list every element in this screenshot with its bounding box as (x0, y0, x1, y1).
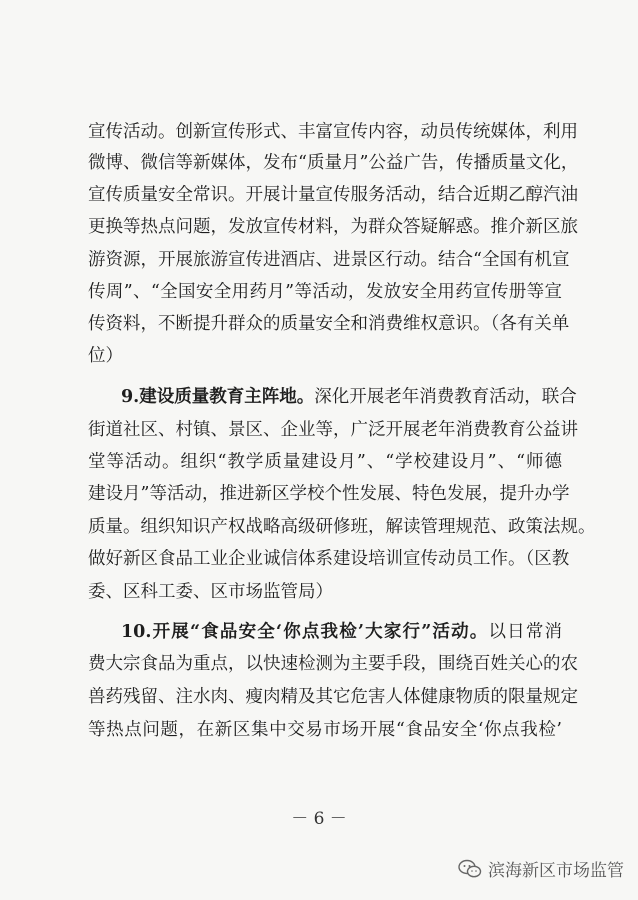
text-line: 建设月”等活动，推进新区学校个性发展、特色发展，提升办学 (88, 484, 570, 504)
text-line: 街道社区、村镇、景区、企业等，广泛开展老年消费教育公益讲 (88, 420, 578, 440)
text-line: 等热点问题，在新区集中交易市场开展“食品安全‘你点我检’ (88, 720, 562, 740)
text-line: 做好新区食品工业企业诚信体系建设培训宣传动员工作。（区教 (88, 549, 570, 569)
section-heading-line (121, 620, 562, 644)
text-line: 委、区科工委、区市场监管局） (88, 582, 333, 602)
text-line: 传资料，不断提升群众的质量安全和消费维权意识。（各有关单 (88, 314, 570, 334)
text-line: 位） (88, 346, 123, 366)
section-heading-line (121, 385, 577, 409)
text-line: 质量。组织知识产权战略高级研修班，解读管理规范、政策法规。 (88, 517, 596, 537)
section-heading: 10.开展“食品安全‘你点我检’大家行”活动。 (121, 622, 489, 642)
text-line: 堂等活动。组织“教学质量建设月”、“学校建设月”、“师德 (88, 452, 562, 472)
text-line: 传周”、“全国安全用药月”等活动，发放安全用药宣传册等宣 (88, 282, 562, 302)
text-line: 微博、微信等新媒体，发布“质量月”公益广告，传播质量文化， (88, 153, 579, 173)
page-number: － 6 － (291, 809, 347, 829)
section-heading: 9.建设质量教育主阵地。 (121, 387, 315, 407)
text-line: 更换等热点问题，发放宣传材料，为群众答疑解惑。推介新区旅 (88, 217, 578, 237)
text-line: 宣传活动。创新宣传形式、丰富宣传内容，动员传统媒体，利用 (88, 122, 578, 142)
text-line: 兽药残留、注水肉、瘦肉精及其它危害人体健康物质的限量规定 (88, 687, 578, 707)
text-line: 游资源，开展旅游宣传进酒店、进景区行动。结合“全国有机宣 (88, 250, 570, 270)
text-line: 宣传质量安全常识。开展计量宣传服务活动，结合近期乙醇汽油 (88, 185, 578, 205)
wechat-icon (458, 859, 482, 879)
text-span: 以日常消 (488, 622, 562, 642)
watermark (458, 856, 624, 881)
text-line: 费大宗食品为重点，以快速检测为主要手段，围绕百姓关心的农 (88, 654, 578, 674)
text-span: 深化开展老年消费教育活动，联合 (314, 387, 577, 407)
watermark-text: 滨海新区市场监管 (488, 861, 624, 881)
